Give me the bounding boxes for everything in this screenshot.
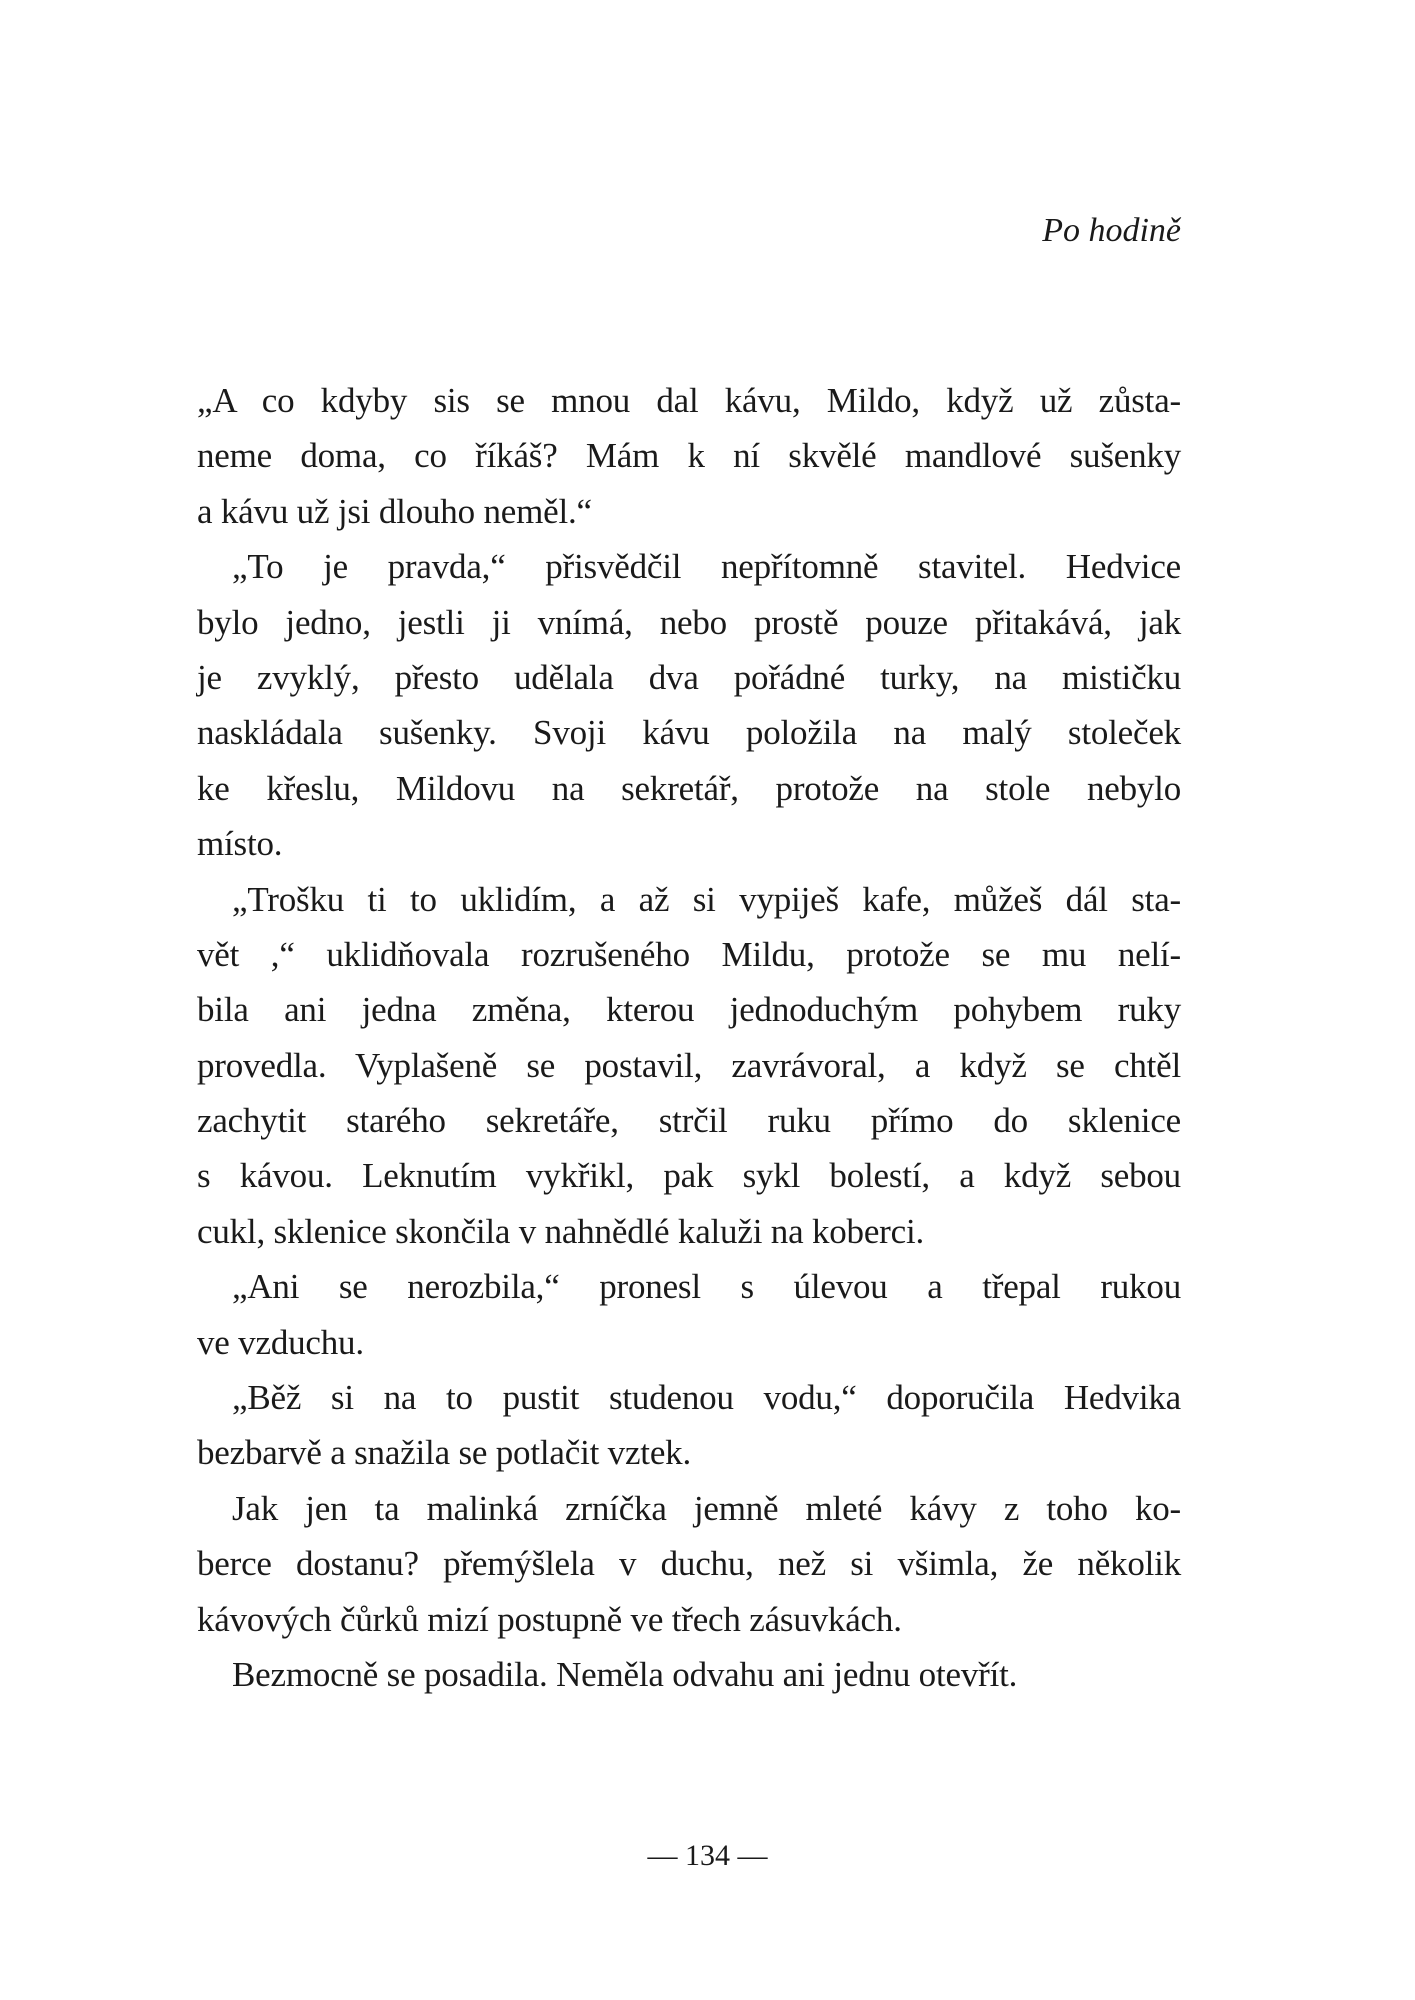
text-line: s kávou. Leknutím vykřikl, pak sykl bolestí, a když sebou <box>197 1156 1181 1196</box>
text-line: zachytit starého sekretáře, strčil ruku přímo do sklenice <box>197 1101 1181 1141</box>
paragraph <box>197 1481 1181 1647</box>
text-line: „A co kdyby sis se mnou dal kávu, Mildo, když už zůsta- <box>197 381 1181 420</box>
text-line: „To je pravda,“ přisvědčil nepřítomně stavitel. Hedvice <box>232 547 1181 587</box>
text-line: cukl, sklenice skončila v nahnědlé kaluži na koberci. <box>197 1211 925 1251</box>
paragraph <box>197 1370 1181 1481</box>
text-line: bezbarvě a snažila se potlačit vztek. <box>197 1433 692 1473</box>
text-line: „Ani se nerozbila,“ pronesl s úlevou a třepal rukou <box>232 1267 1181 1307</box>
text-line: ve vzduchu. <box>197 1322 364 1362</box>
text-line: berce dostanu? přemýšlela v duchu, než si všimla, že několik <box>197 1544 1181 1584</box>
text-line: bylo jedno, jestli ji vnímá, nebo prostě pouze přitakává, jak <box>197 602 1181 642</box>
text-line: naskládala sušenky. Svoji kávu položila na malý stoleček <box>197 713 1181 753</box>
text-line: „Běž si na to pustit studenou vodu,“ doporučila Hedvika <box>232 1378 1181 1418</box>
text-line: neme doma, co říkáš? Mám k ní skvělé mandlové sušenky <box>197 436 1181 476</box>
body-text <box>197 373 1181 1702</box>
text-line: je zvyklý, přesto udělala dva pořádné turky, na mističku <box>197 657 1181 697</box>
text-line: bila ani jedna změna, kterou jednoduchým pohybem ruky <box>197 990 1181 1030</box>
text-line: Bezmocně se posadila. Neměla odvahu ani jednu otevřít. <box>232 1654 1018 1694</box>
text-line: provedla. Vyplašeně se postavil, zavrávoral, a když se chtěl <box>197 1045 1181 1085</box>
page-number: — 134 — <box>647 1839 768 1872</box>
text-line: Jak jen ta malinká zrníčka jemně mleté kávy z toho ko- <box>232 1488 1181 1528</box>
paragraph <box>197 1259 1181 1370</box>
running-head: Po hodině <box>1042 212 1181 249</box>
text-line: a kávu už jsi dlouho neměl.“ <box>197 491 592 531</box>
text-line: ke křeslu, Mildovu na sekretář, protože na stole nebylo <box>197 768 1181 808</box>
text-line: kávových čůrků mizí postupně ve třech zásuvkách. <box>197 1599 902 1639</box>
paragraph <box>197 373 1181 539</box>
paragraph <box>197 872 1181 1260</box>
text-line: „Trošku ti to uklidím, a až si vypiješ kafe, můžeš dál sta- <box>232 879 1181 919</box>
paragraph <box>197 539 1181 871</box>
paragraph <box>197 1647 1181 1702</box>
text-line: místo. <box>197 824 283 864</box>
text-line: vět ,“ uklidňovala rozrušeného Mildu, protože se mu nelí- <box>197 934 1181 974</box>
